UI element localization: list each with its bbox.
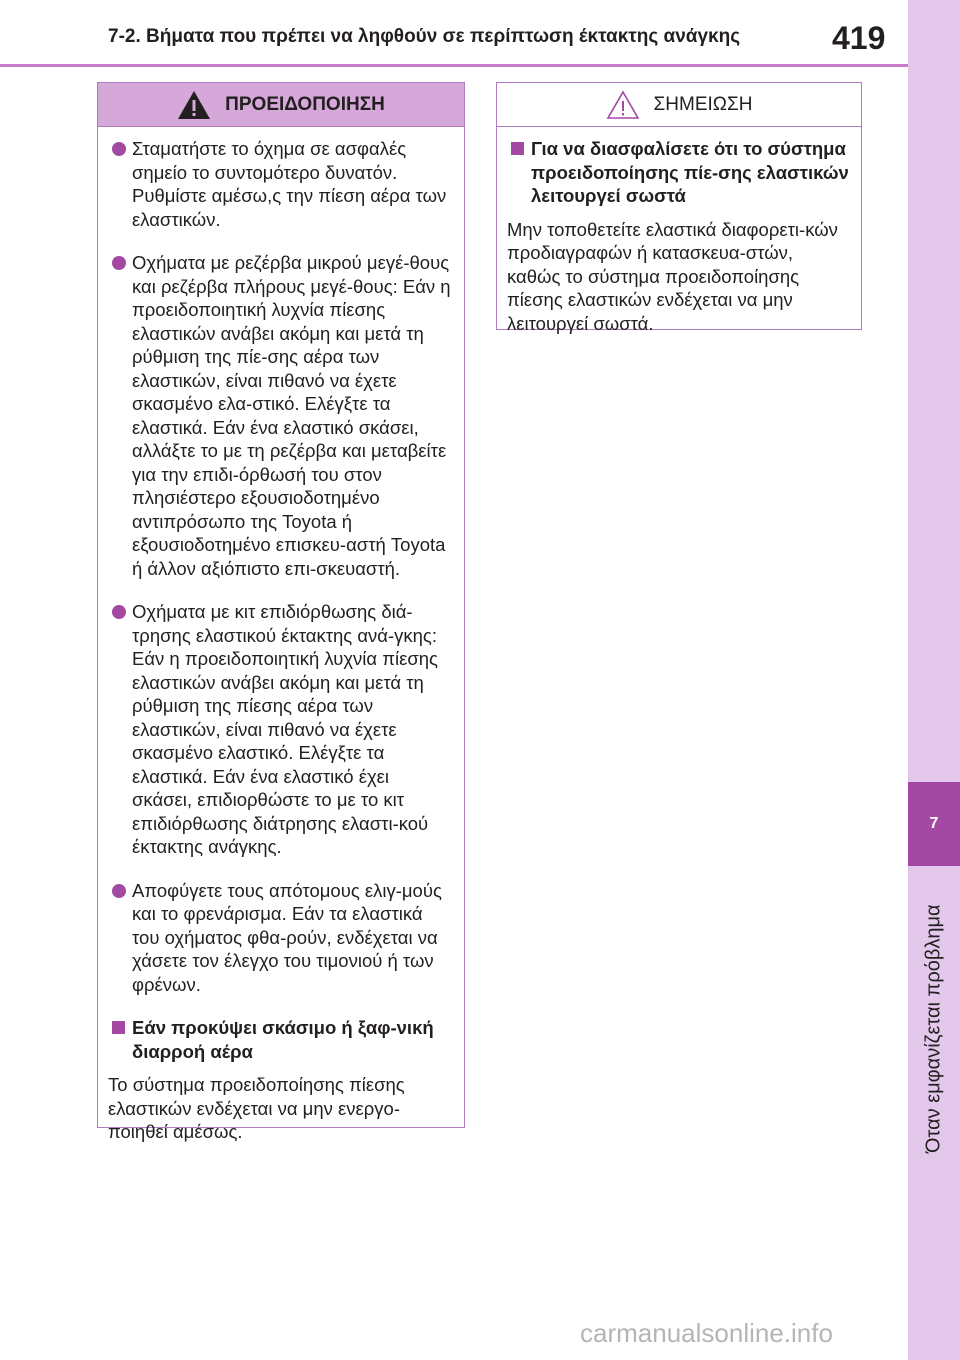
chapter-label: Όταν εμφανίζεται πρόβλημα	[922, 904, 945, 1153]
header-divider	[0, 64, 908, 67]
warning-bullet-text: Οχήματα με κιτ επιδιόρθωσης διά-τρησης ελαστικού έκτακτης ανά-γκης: Εάν η προειδοποιητική λυχνία πίεσης ελαστικών ανάβει ακόμη και μετά τη ρύθμιση της πίεσης αέρα των ελαστικών, είναι πιθανό να έχετε σκασμένο ελαστικό. Ελέγξτε τα ελαστικά. Εάν ένα ελαστικό έχει σκάσει, επιδιορθώστε το με το κιτ επιδιόρθωσης διάτρησης ελαστι-κού έκτακτης ανάγκης.	[132, 601, 438, 857]
bullet-dot-icon	[112, 256, 126, 270]
warning-paragraph: Το σύστημα προειδοποίησης πίεσης ελαστικών ενδέχεται να μην ενεργο-ποιηθεί αμέσως.	[108, 1074, 405, 1142]
warning-bullet-item	[108, 600, 452, 859]
caution-triangle-outline-icon	[606, 90, 640, 120]
bullet-dot-icon	[112, 605, 126, 619]
warning-bullet-text: Αποφύγετε τους απότομους ελιγ-μούς και το φρενάρισμα. Εάν τα ελαστικά του οχήματος φθα-ρούν, ενδέχεται να χάσετε τον έλεγχο του τιμονιού ή των φρένων.	[132, 879, 442, 995]
note-subheading-text: Για να διασφαλίσετε ότι το σύστημα προειδοποίησης πίε-σης ελαστικών λειτουργεί σωστά	[531, 138, 849, 206]
chapter-side-tab	[908, 0, 960, 1360]
warning-bullet-text: Οχήματα με ρεζέρβα μικρού μεγέ-θους και ρεζέρβα πλήρους μεγέ-θους: Εάν η προειδοποιητική λυχνία πίεσης ελαστικών ανάβει ακόμη και μετά τη ρύθμιση της πίε-σης αέρα των ελαστικών, είναι πιθανό να έχετε σκασμένο ελα-στικό. Ελέγξτε τα ελαστικά. Εάν ένα ελαστικό σκάσει, αλλάξτε το με τη ρεζέρβα και μεταβείτε για την επιδι-όρθωσή του στον πλησιέστερο εξουσιοδοτημένο αντιπρόσωπο της Toyota ή εξουσιοδοτημένο επισκευ-αστή Toyota ή άλλον αξιόπιστο επι-σκευαστή.	[132, 252, 451, 579]
warning-bullet-item	[108, 251, 452, 580]
bullet-dot-icon	[112, 142, 126, 156]
square-bullet-icon	[112, 1021, 125, 1034]
note-paragraph: Μην τοποθετείτε ελαστικά διαφορετι-κών προδιαγραφών ή κατασκευα-στών, καθώς το σύστημα προειδοποίησης πίεσης ελαστικών ενδέχεται να μην λειτουργεί σωστά.	[507, 218, 838, 334]
page-number: 419	[832, 20, 886, 56]
note-subheading	[507, 137, 849, 208]
warning-bullet-item	[108, 137, 452, 231]
warning-box-header	[98, 83, 464, 127]
warning-subheading	[108, 1016, 452, 1063]
warning-bullet-text: Σταματήστε το όχημα σε ασφαλές σημείο το συντομότερο δυνατόν. Ρυθμίστε αμέσω,ς την πίεση αέρα των ελαστικών.	[132, 138, 447, 230]
warning-subheading-text: Εάν προκύψει σκάσιμο ή ξαφ-νική διαρροή αέρα	[132, 1017, 434, 1062]
page-header-title: 7-2. Βήματα που πρέπει να ληφθούν σε περίπτωση έκτακτης ανάγκης	[108, 26, 741, 47]
bullet-dot-icon	[112, 884, 126, 898]
warning-title: ΠΡΟΕΙΔΟΠΟΙΗΣΗ	[225, 93, 385, 115]
warning-triangle-icon	[177, 90, 211, 120]
note-box	[496, 82, 862, 334]
chapter-number-badge: 7	[908, 782, 960, 866]
warning-bullet-item	[108, 879, 452, 997]
note-title: ΣΗΜΕΙΩΣΗ	[653, 93, 753, 115]
square-bullet-icon	[511, 142, 524, 155]
watermark: carmanualsonline.info	[580, 1318, 833, 1348]
warning-box	[97, 82, 465, 1142]
note-box-header	[497, 83, 861, 127]
